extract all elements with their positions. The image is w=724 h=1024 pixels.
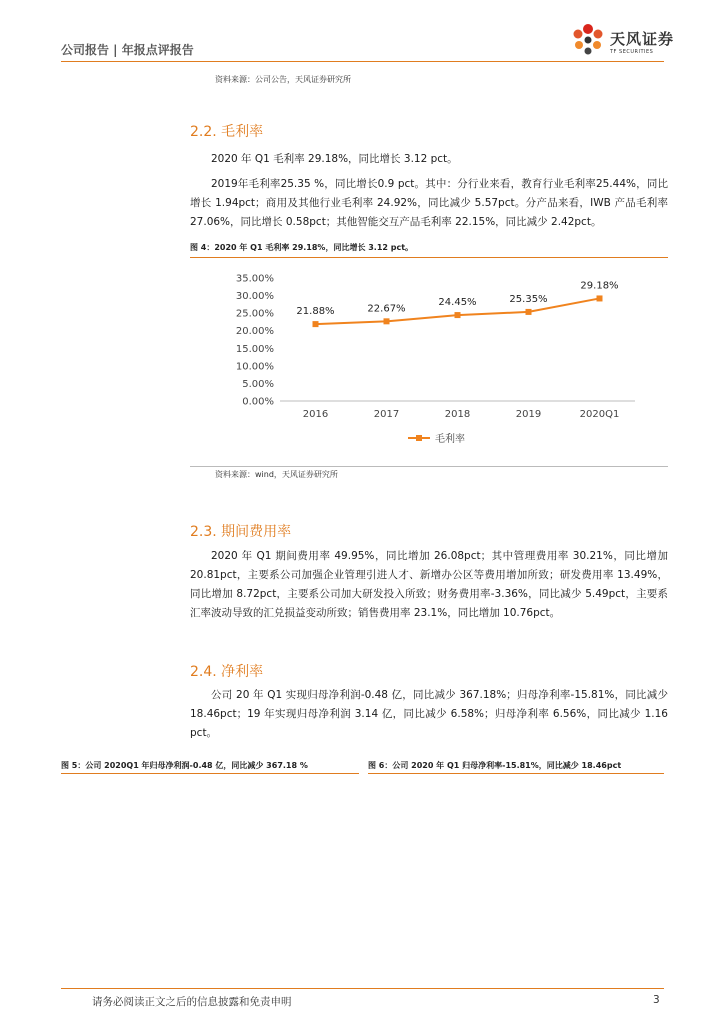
figure-4-caption: 图 4：2020 年 Q1 毛利率 29.18%，同比增长 3.12 pct。 [190, 243, 414, 252]
header-divider [61, 61, 664, 62]
section-2-4-para: 公司 20 年 Q1 实现归母净利润-0.48 亿，同比减少 367.18%；归母净利率-15.81%，同比减少 18.46pct；19 年实现归母净利润 3.14 亿，同比减少 6.58%；归母净利率 6.56%，同比减少 1.16 pct。 [190, 689, 668, 739]
legend-marker [416, 435, 422, 441]
data-label: 22.67% [367, 303, 406, 315]
data-point [526, 309, 532, 315]
section-2-4-body [190, 686, 668, 743]
series-gross-margin [296, 280, 618, 327]
top-source-note: 资料来源：公司公告，天风证券研究所 [215, 75, 351, 84]
data-label: 21.88% [296, 306, 335, 318]
page-number: 3 [653, 994, 660, 1006]
logo-text-cn: 天风证券 [610, 30, 675, 48]
y-tick-label: 25.00% [235, 308, 274, 320]
company-logo [568, 20, 678, 60]
data-point [384, 318, 390, 324]
figure-5-top-rule [61, 773, 359, 774]
section-2-3-body [190, 547, 668, 623]
y-tick-label: 20.00% [235, 326, 274, 338]
flower-logo-icon [568, 20, 608, 60]
data-label: 24.45% [438, 297, 477, 309]
y-axis [236, 274, 635, 408]
figure-5-caption: 图 5：公司 2020Q1 年归母净利润-0.48 亿，同比减少 367.18 % [61, 761, 308, 770]
y-tick-label: 35.00% [235, 273, 274, 285]
data-label: 25.35% [509, 293, 548, 305]
x-tick-label: 2019 [515, 409, 542, 420]
section-2-2-para1: 2020 年 Q1 毛利率 29.18%，同比增长 3.12 pct。 [211, 153, 458, 165]
chart-legend [408, 432, 465, 445]
legend-label: 毛利率 [435, 434, 465, 445]
section-2-3-title: 2.3. 期间费用率 [190, 524, 292, 540]
y-tick-label: 5.00% [242, 378, 274, 390]
data-point [313, 321, 319, 327]
x-axis [303, 409, 620, 420]
logo-text-en: TF SECURITIES [610, 49, 654, 55]
section-2-2-para2: 2019年毛利率25.35 %，同比增长0.9 pct。其中：分行业来看，教育行业毛利率25.44%，同比增长 1.94pct；商用及其他行业毛利率 24.92%，同比减少 5.57pct。分产品来看，IWB 产品毛利率 27.06%，同比增长 0.58pct；其他智能交互产品毛利率 22.15%，同比减少 2.42pct。 [190, 178, 668, 228]
y-tick-label: 15.00% [235, 343, 274, 355]
section-2-2-body [190, 150, 668, 232]
section-2-2-title: 2.2. 毛利率 [190, 124, 264, 140]
y-tick-label: 0.00% [242, 396, 274, 408]
report-header-title: 公司报告 | 年报点评报告 [61, 43, 194, 57]
gross-margin-line-chart [190, 258, 668, 466]
data-label: 29.18% [580, 280, 619, 292]
x-tick-label: 2018 [444, 409, 471, 420]
data-point [455, 312, 461, 318]
figure-6-top-rule [368, 773, 664, 774]
section-2-3-para: 2020 年 Q1 期间费用率 49.95%，同比增加 26.08pct；其中管理费用率 30.21%，同比增加 20.81pct，主要系公司加强企业管理引进人才、新增办公区等费用增加所致；研发费用率 13.49%，同比增加 8.72pct，主要系公司加大研发投入所致；财务费用率-3.36%，同比减少 5.49pct，主要系汇率波动导致的汇兑损益变动所致；销售费用率 23.1%，同比增加 10.76pct。 [190, 550, 668, 619]
x-tick-label: 2017 [373, 409, 400, 420]
x-tick-label: 2016 [302, 409, 329, 420]
footer-disclaimer[interactable]: 请务必阅读正文之后的信息披露和免责申明 [92, 996, 292, 1008]
y-tick-label: 30.00% [235, 291, 274, 303]
footer-divider [61, 988, 664, 989]
data-point [597, 295, 603, 301]
x-tick-label: 2020Q1 [579, 409, 620, 420]
section-2-4-title: 2.4. 净利率 [190, 664, 264, 680]
figure-4-bottom-rule [190, 466, 668, 467]
figure-4-source: 资料来源：wind，天风证券研究所 [215, 470, 338, 479]
y-tick-label: 10.00% [235, 361, 274, 373]
figure-6-caption: 图 6：公司 2020 年 Q1 归母净利率-15.81%，同比减少 18.46pct [368, 761, 622, 770]
